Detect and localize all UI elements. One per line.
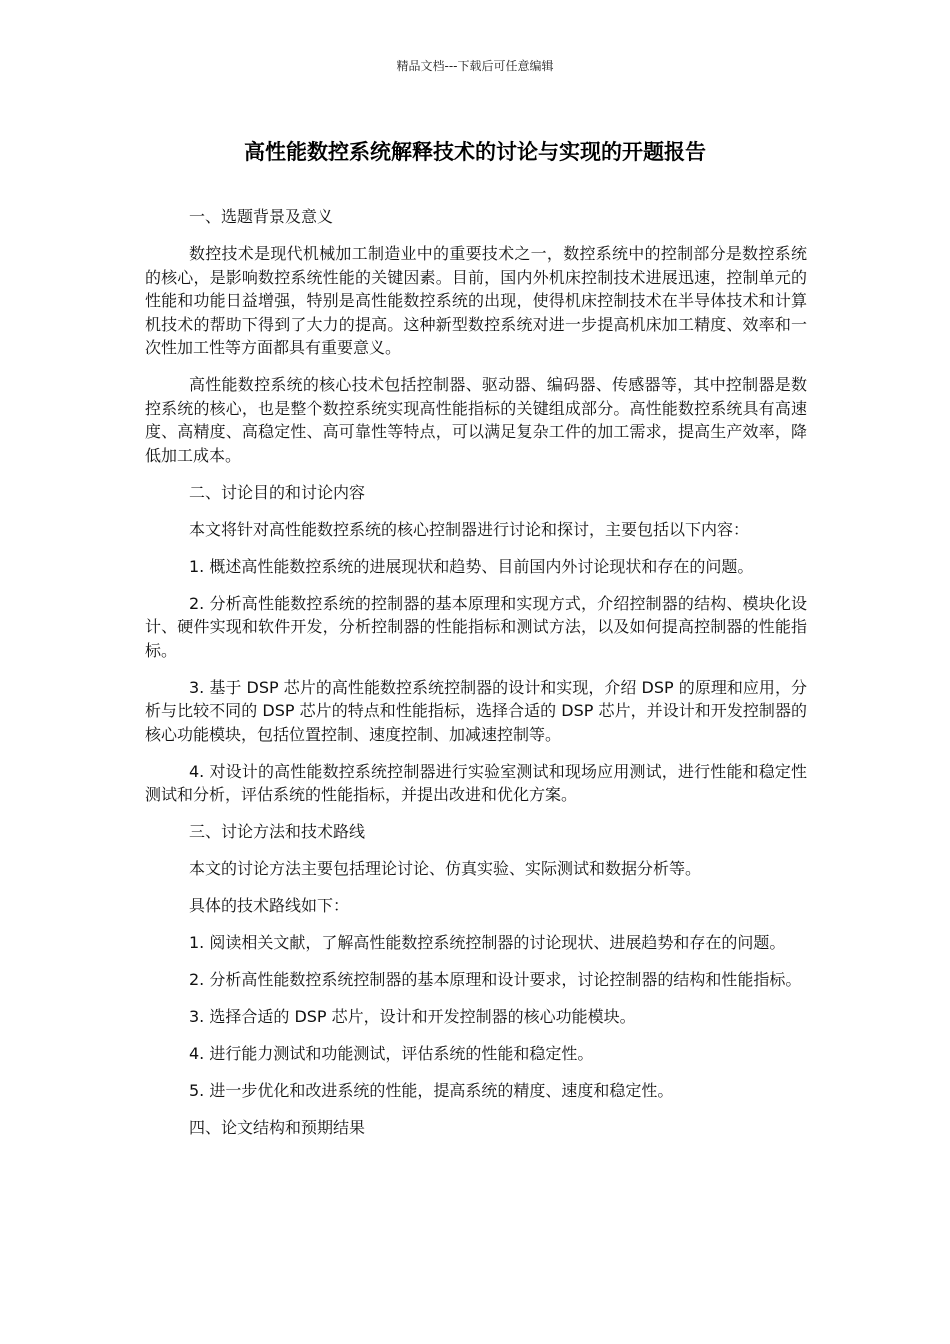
paragraph: 具体的技术路线如下： bbox=[189, 896, 350, 915]
list-item: 1. 概述高性能数控系统的进展现状和趋势、目前国内外讨论现状和存在的问题。 bbox=[189, 556, 754, 576]
list-item: 2. 分析高性能数控系统的控制器的基本原理和实现方式，介绍控制器的结构、模块化设计、硬件实现和软件开发，分析控制器的性能指标和测试方法，以及如何提高控制器的性能指标。 bbox=[145, 593, 807, 660]
paragraph: 本文将针对高性能数控系统的核心控制器进行讨论和探讨，主要包括以下内容： bbox=[189, 519, 750, 539]
section-heading-2: 二、讨论目的和讨论内容 bbox=[189, 482, 366, 502]
list-item: 2. 分析高性能数控系统控制器的基本原理和设计要求，讨论控制器的结构和性能指标。 bbox=[189, 970, 802, 989]
section-heading-1: 一、选题背景及意义 bbox=[189, 207, 334, 226]
paragraph: 本文的讨论方法主要包括理论讨论、仿真实验、实际测试和数据分析等。 bbox=[189, 859, 702, 878]
list-item: 4. 对设计的高性能数控系统控制器进行实验室测试和现场应用测试，进行性能和稳定性测试和分析，评估系统的性能指标，并提出改进和优化方案。 bbox=[145, 761, 807, 804]
list-item: 1. 阅读相关文献，了解高性能数控系统控制器的讨论现状、进展趋势和存在的问题。 bbox=[189, 933, 786, 952]
section-heading-3: 三、讨论方法和技术路线 bbox=[189, 822, 366, 841]
list-item: 3. 基于 DSP 芯片的高性能数控系统控制器的设计和实现，介绍 DSP 的原理和应用，分析与比较不同的 DSP 芯片的特点和性能指标，选择合适的 DSP 芯片，并设计和开发控制器的核心功能模块，包括位置控制、速度控制、加减速控制等。 bbox=[145, 677, 807, 744]
document-body bbox=[145, 205, 807, 1140]
document-title: 高性能数控系统解释技术的讨论与实现的开题报告 bbox=[244, 140, 706, 164]
paragraph: 数控技术是现代机械加工制造业中的重要技术之一，数控系统中的控制部分是数控系统的核心，是影响数控系统性能的关键因素。目前，国内外机床控制技术进展迅速，控制单元的性能和功能日益增强，特别是高性能数控系统的出现，使得机床控制技术在半导体技术和计算机技术的帮助下得到了大力的提高。这种新型数控系统对进一步提高机床加工精度、效率和一次性加工性等方面都具有重要意义。 bbox=[145, 244, 807, 357]
list-item: 4. 进行能力测试和功能测试，评估系统的性能和稳定性。 bbox=[189, 1044, 594, 1063]
header-note: 精品文档---下载后可任意编辑 bbox=[396, 59, 554, 73]
list-item: 3. 选择合适的 DSP 芯片，设计和开发控制器的核心功能模块。 bbox=[189, 1007, 636, 1026]
list-item: 5. 进一步优化和改进系统的性能，提高系统的精度、速度和稳定性。 bbox=[189, 1081, 674, 1100]
paragraph: 高性能数控系统的核心技术包括控制器、驱动器、编码器、传感器等，其中控制器是数控系统的核心，也是整个数控系统实现高性能指标的关键组成部分。高性能数控系统具有高速度、高精度、高稳定性、高可靠性等特点，可以满足复杂工件的加工需求，提高生产效率，降低加工成本。 bbox=[145, 375, 807, 465]
section-heading-4: 四、论文结构和预期结果 bbox=[189, 1118, 366, 1137]
